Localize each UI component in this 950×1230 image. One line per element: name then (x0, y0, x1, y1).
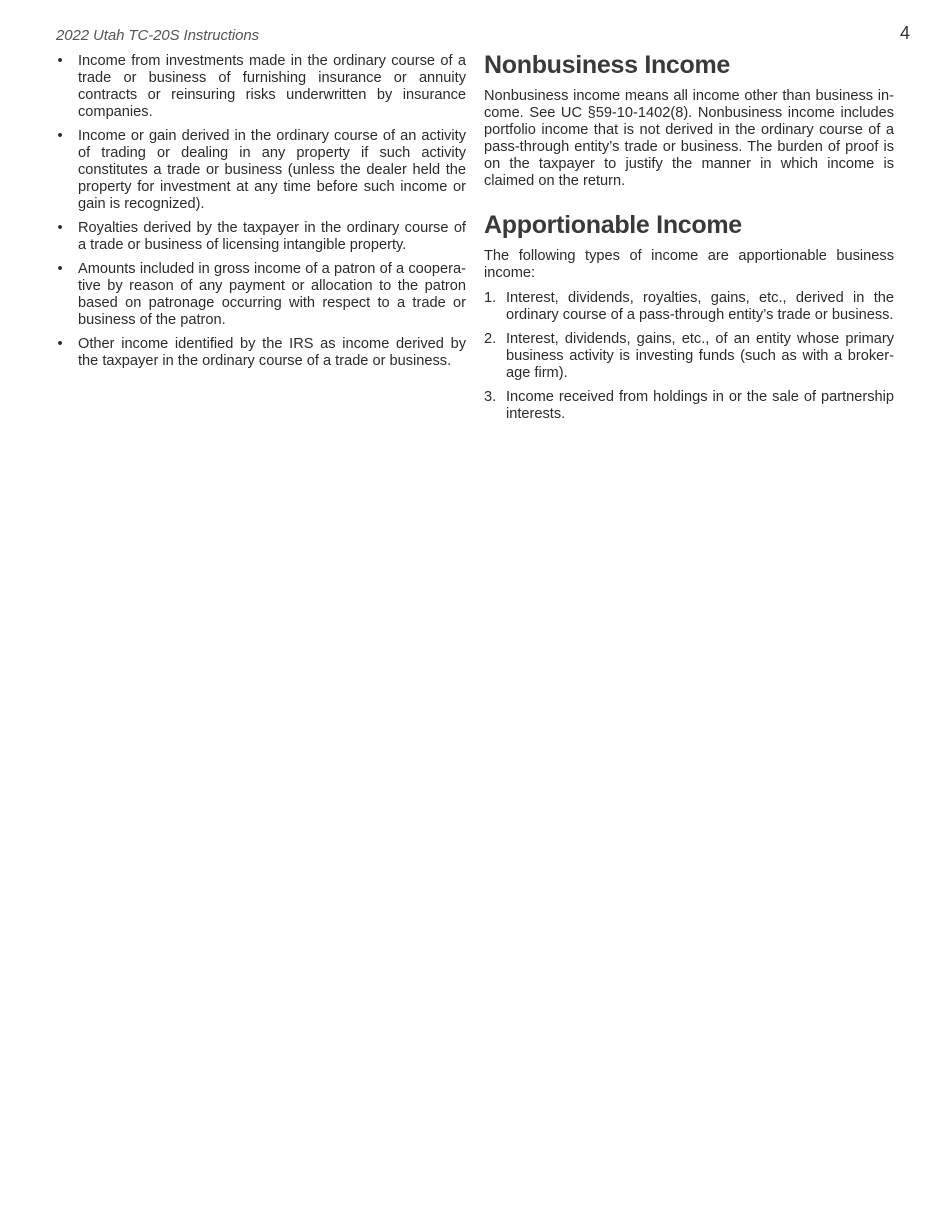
list-item (484, 331, 894, 382)
right-column (484, 50, 894, 439)
list-item (54, 220, 466, 254)
list-item-text: Income or gain derived in the ordinary course of an activity of trading or dealing in any property if such activity constitutes a trade or business (unless the dealer held the property for investment at any time before such income or gain is recognized). (78, 128, 466, 212)
bullet-icon: • (57, 336, 63, 352)
list-number: 1. (484, 290, 497, 306)
running-header: 2022 Utah TC-20S Instructions (56, 27, 260, 44)
page-number: 4 (899, 23, 910, 43)
list-item-text: Interest, dividends, royalties, gains, etc., derived in the ordinary course of a pass-through entity’s trade or business. (506, 290, 894, 323)
list-item-text: Income received from holdings in or the sale of partnership interests. (506, 389, 894, 422)
list-item-text: Royalties derived by the taxpayer in the ordinary course of a trade or business of licensing intangible property. (78, 220, 466, 253)
list-item-text: Income from investments made in the ordinary course of a trade or business of furnishing insurance or annuity contracts or reinsuring risks underwritten by insurance companies. (78, 53, 466, 120)
apportionable-heading: Apportionable Income (484, 211, 742, 239)
apportionable-section (484, 210, 894, 423)
bullet-icon: • (57, 261, 63, 277)
nonbusiness-paragraph: Nonbusiness income means all income other than business income. See UC §59-10-1402(8). Nonbusiness income includes portfolio income that is not derived in the ordinary course of a pass-through entity’s trade or business. The burden of proof is on the taxpayer to justify the manner in which income is claimed on the return. (484, 88, 894, 189)
list-item (54, 261, 466, 329)
list-item-text: Amounts included in gross income of a patron of a cooperative by reason of any payment or allocation to the patron based on patronage occurring with respect to a trade or business of the patron. (78, 261, 466, 328)
list-item-text: Interest, dividends, gains, etc., of an entity whose primary business activity is investing funds (such as with a brokerage firm). (506, 331, 894, 381)
list-item (54, 336, 466, 370)
bullet-icon: • (57, 220, 63, 236)
list-item-text: Other income identified by the IRS as income derived by the taxpayer in the ordinary course of a trade or business. (78, 336, 466, 369)
list-number: 3. (484, 389, 497, 405)
bullet-icon: • (57, 128, 63, 144)
apportionable-list (484, 290, 894, 423)
bullet-icon: • (57, 53, 63, 69)
left-column (54, 53, 466, 377)
nonbusiness-heading: Nonbusiness Income (484, 51, 731, 79)
list-item (54, 128, 466, 213)
income-bullet-list (54, 53, 466, 370)
nonbusiness-section (484, 50, 894, 190)
list-item (484, 389, 894, 423)
list-number: 2. (484, 331, 497, 347)
apportionable-intro: The following types of income are apportionable business income: (484, 248, 894, 281)
list-item (484, 290, 894, 324)
list-item (54, 53, 466, 121)
